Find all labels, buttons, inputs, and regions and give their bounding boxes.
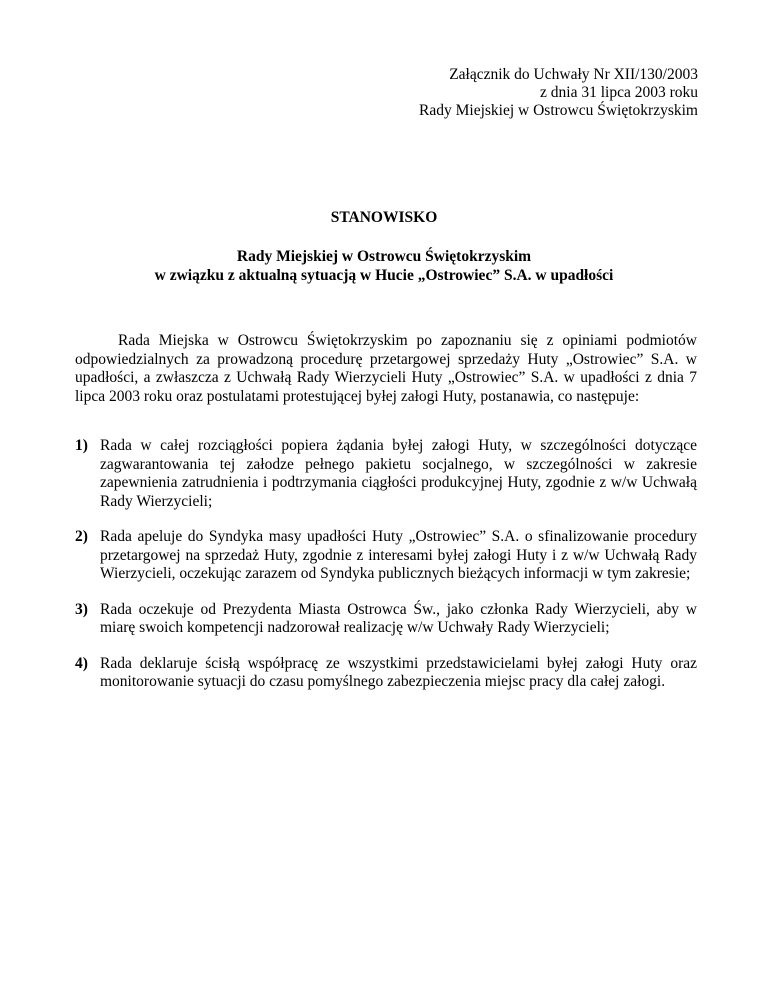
subtitle-line-2: w związku z aktualną sytuacją w Hucie „Ostrowiec” S.A. w upadłości <box>154 267 614 284</box>
point-text: Rada oczekuje od Prezydenta Miasta Ostrowca Św., jako członka Rady Wierzycieli, aby w miarę swoich kompetencji nadzorował realizację w/w Uchwały Rady Wierzycieli; <box>100 600 697 636</box>
annex-line-3: Rady Miejskiej w Ostrowcu Świętokrzyskim <box>419 102 698 119</box>
resolution-point-3 <box>75 601 697 638</box>
point-number: 4) <box>75 654 88 672</box>
document-subtitle <box>0 247 768 285</box>
annex-line-1: Załącznik do Uchwały Nr XII/130/2003 <box>449 66 698 83</box>
point-number: 2) <box>75 528 88 545</box>
annex-header <box>419 66 698 120</box>
document-title <box>0 208 768 227</box>
intro-paragraph: Rada Miejska w Ostrowcu Świętokrzyskim po zapoznaniu się z opiniami podmiotów odpowiedzialnych za prowadzoną procedurę przetargowej sprzedaży Huty „Ostrowiec” S.A. w upadłości, a zwłaszcza z Uchwałą Rady Wierzycieli Huty „Ostrowiec” S.A. w upadłości z dnia 7 lipca 2003 roku oraz postulatami protestującej byłej załogi Huty, postanawia, co następuje: <box>75 332 697 405</box>
point-number: 1) <box>75 437 88 454</box>
point-text: Rada apeluje do Syndyka masy upadłości Huty „Ostrowiec” S.A. o sfinalizowanie procedury przetargowej na sprzedaż Huty, zgodnie z interesami byłej załogi Huty i z w/w Uchwałą Rady Wierzycieli, oczekując zarazem od Syndyka publicznych bieżących informacji w tym zakresie; <box>100 528 697 582</box>
document-title-text: STANOWISKO <box>330 209 438 226</box>
point-text: Rada w całej rozciągłości popiera żądania byłej załogi Huty, w szczególności dotyczące zagwarantowania tej załodze pełnego pakietu socjalnego, w szczególności w zakresie zapewnienia zatrudnienia i podtrzymania ciągłości produkcyjnej Huty, zgodnie z w/w Uchwałą Rady Wierzycieli; <box>100 437 697 510</box>
annex-line-2: z dnia 31 lipca 2003 roku <box>540 84 698 101</box>
subtitle-line-1: Rady Miejskiej w Ostrowcu Świętokrzyskim <box>236 248 532 265</box>
resolution-point-4 <box>75 655 697 692</box>
point-text: Rada deklaruje ścisłą współpracę ze wszystkimi przedstawicielami byłej załogi Huty oraz monitorowanie sytuacji do czasu pomyślnego zabezpieczenia miejsc pracy dla całej załogi. <box>100 654 697 690</box>
resolution-point-1 <box>75 437 697 511</box>
point-number: 3) <box>75 600 88 618</box>
resolution-points <box>75 437 697 709</box>
resolution-point-2 <box>75 528 697 584</box>
